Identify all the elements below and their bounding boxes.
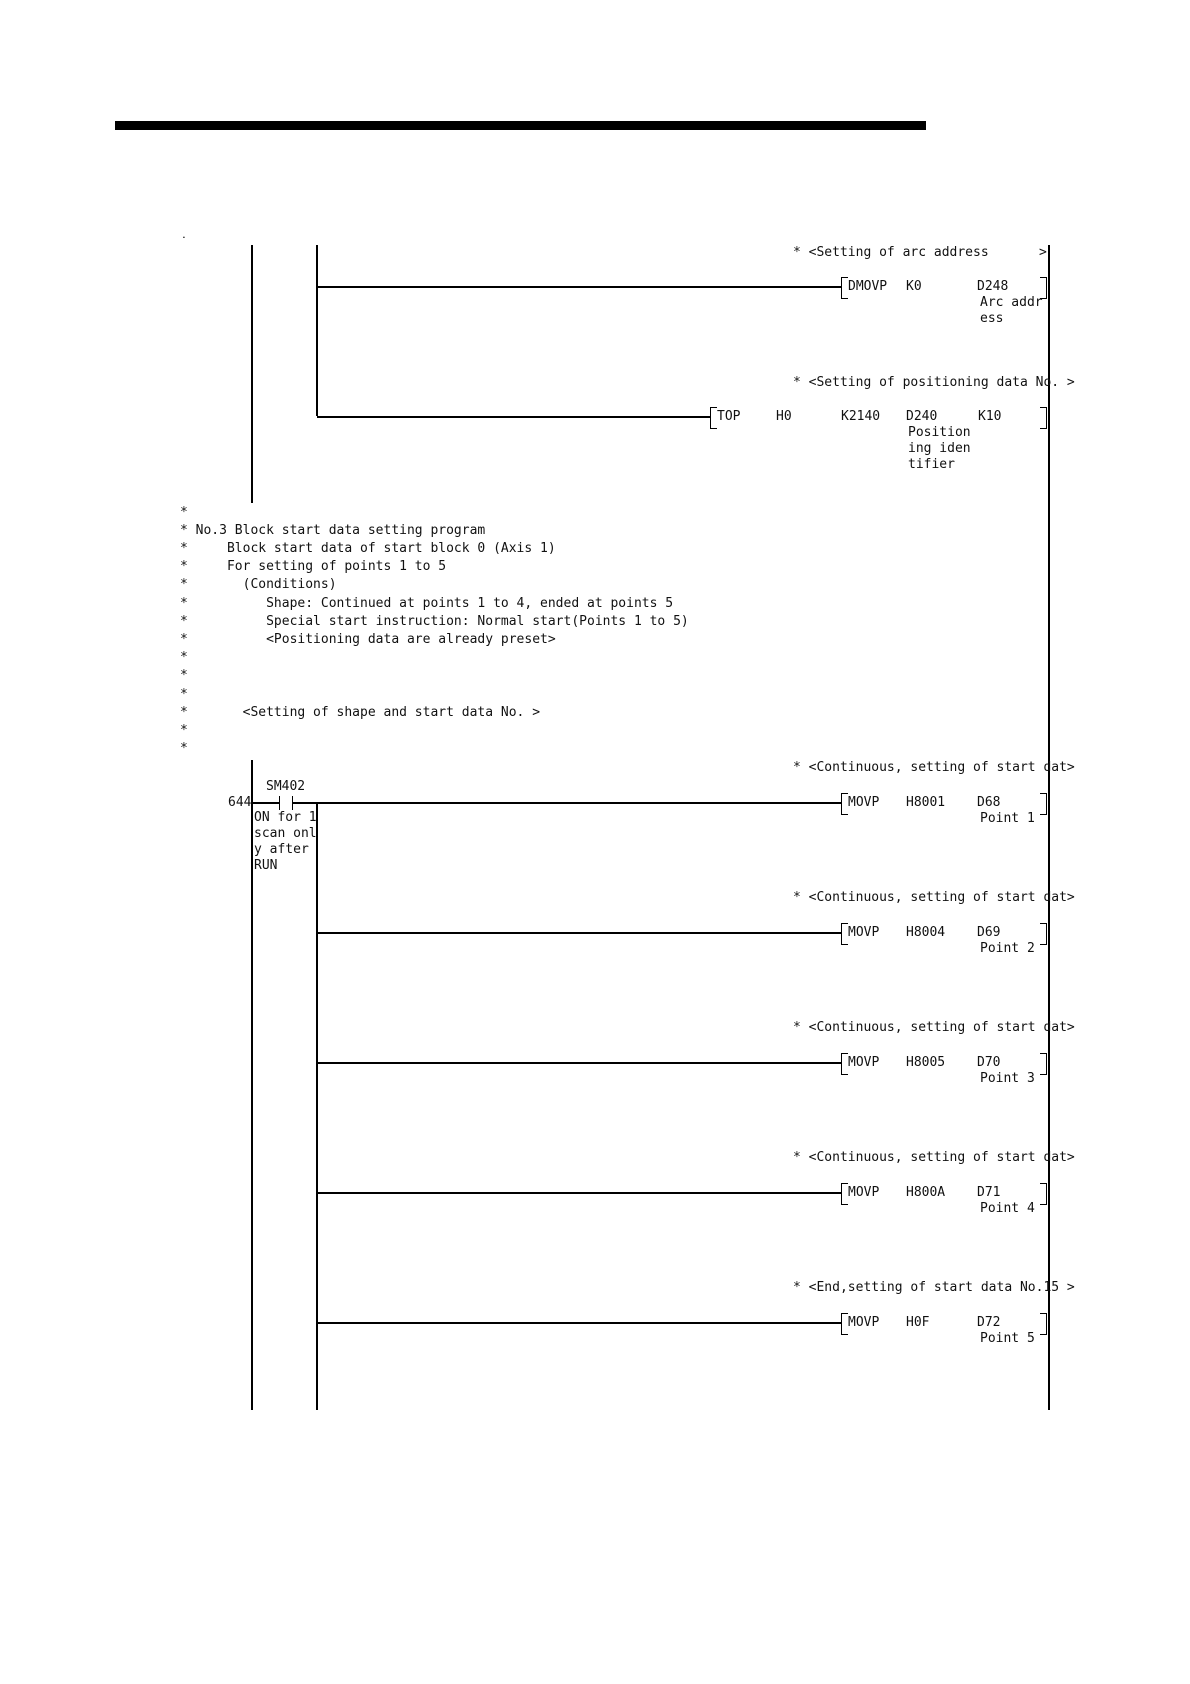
comment-line: * No.3 Block start data setting program <box>180 523 486 538</box>
rung-wire <box>317 1322 841 1324</box>
device-comment: ess <box>980 311 1004 326</box>
comment-line: * <box>180 505 188 520</box>
instruction-bracket-left <box>710 407 717 429</box>
instruction-mnemonic: MOVP <box>848 795 880 810</box>
rung-wire <box>317 802 841 804</box>
instruction-bracket-right <box>1040 407 1047 429</box>
branch-rail-lower <box>316 802 318 1410</box>
instruction-bracket-left <box>841 1053 848 1075</box>
contact-wire-left <box>252 802 279 804</box>
device-comment: Arc addr <box>980 295 1043 310</box>
comment-line: * <box>180 741 188 756</box>
step-number: 644 <box>228 795 252 810</box>
contact-comment: ON for 1 <box>254 810 317 825</box>
contact-comment: RUN <box>254 858 278 873</box>
device-comment: Point 2 <box>980 941 1035 956</box>
instruction-bracket-right <box>1040 1183 1047 1205</box>
left-power-rail-upper <box>251 245 253 503</box>
rung-comment-close: > <box>1039 245 1047 260</box>
comment-line: * <Positioning data are already preset> <box>180 632 556 647</box>
stray-mark: ˙ <box>180 236 188 251</box>
instruction-mnemonic: MOVP <box>848 1185 880 1200</box>
rung-wire <box>317 416 710 418</box>
right-power-rail <box>1048 245 1050 1410</box>
instruction-operand: H0 <box>776 409 792 424</box>
instruction-destination: D248 <box>977 279 1009 294</box>
instruction-operand: K10 <box>978 409 1002 424</box>
rung-wire <box>317 286 841 288</box>
instruction-source: H0F <box>906 1315 930 1330</box>
branch-rail-upper <box>316 245 318 416</box>
instruction-operand: K0 <box>906 279 922 294</box>
instruction-bracket-left <box>841 277 848 299</box>
comment-line: * <box>180 723 188 738</box>
contact-device: SM402 <box>266 779 306 794</box>
device-comment: Position <box>908 425 971 440</box>
instruction-bracket-right <box>1040 1053 1047 1075</box>
instruction-mnemonic: DMOVP <box>848 279 888 294</box>
rung-wire <box>317 1192 841 1194</box>
device-comment: Point 4 <box>980 1201 1035 1216</box>
instruction-mnemonic: MOVP <box>848 1055 880 1070</box>
instruction-destination: D71 <box>977 1185 1001 1200</box>
contact-comment: scan onl <box>254 826 317 841</box>
comment-line: * (Conditions) <box>180 577 337 592</box>
comment-line: * <box>180 687 188 702</box>
instruction-mnemonic: MOVP <box>848 1315 880 1330</box>
instruction-bracket-left <box>841 793 848 815</box>
rung-wire <box>317 1062 841 1064</box>
normally-open-contact <box>279 796 293 810</box>
instruction-operand: D240 <box>906 409 938 424</box>
device-comment: Point 1 <box>980 811 1035 826</box>
device-comment: Point 5 <box>980 1331 1035 1346</box>
instruction-destination: D69 <box>977 925 1001 940</box>
rung-comment: * <End,setting of start data No.15 > <box>793 1280 1075 1295</box>
instruction-bracket-left <box>841 923 848 945</box>
left-power-rail-lower <box>251 760 253 1410</box>
instruction-destination: D68 <box>977 795 1001 810</box>
instruction-bracket-right <box>1040 923 1047 945</box>
instruction-bracket-left <box>841 1183 848 1205</box>
header-rule <box>115 121 926 130</box>
instruction-bracket-right <box>1040 793 1047 815</box>
device-comment: tifier <box>908 457 955 472</box>
comment-line: * Special start instruction: Normal start(Points 1 to 5) <box>180 614 689 629</box>
instruction-mnemonic: TOP <box>717 409 741 424</box>
contact-wire-right <box>293 802 317 804</box>
instruction-operand: K2140 <box>841 409 881 424</box>
rung-wire <box>317 932 841 934</box>
instruction-source: H800A <box>906 1185 946 1200</box>
comment-line: * <box>180 650 188 665</box>
comment-line: * <Setting of shape and start data No. > <box>180 705 541 720</box>
instruction-mnemonic: MOVP <box>848 925 880 940</box>
instruction-bracket-right <box>1040 1313 1047 1335</box>
contact-comment: y after <box>254 842 309 857</box>
instruction-bracket-left <box>841 1313 848 1335</box>
instruction-source: H8001 <box>906 795 946 810</box>
instruction-destination: D70 <box>977 1055 1001 1070</box>
rung-comment: * <Continuous, setting of start dat> <box>793 890 1075 905</box>
rung-comment: * <Continuous, setting of start dat> <box>793 760 1075 775</box>
rung-comment: * <Continuous, setting of start dat> <box>793 1150 1075 1165</box>
comment-line: * For setting of points 1 to 5 <box>180 559 447 574</box>
instruction-destination: D72 <box>977 1315 1001 1330</box>
comment-line: * Shape: Continued at points 1 to 4, ended at points 5 <box>180 596 674 611</box>
device-comment: ing iden <box>908 441 971 456</box>
instruction-source: H8004 <box>906 925 946 940</box>
rung-comment: * <Continuous, setting of start dat> <box>793 1020 1075 1035</box>
rung-comment: * <Setting of arc address <box>793 245 989 260</box>
comment-line: * Block start data of start block 0 (Axis 1) <box>180 541 556 556</box>
device-comment: Point 3 <box>980 1071 1035 1086</box>
instruction-source: H8005 <box>906 1055 946 1070</box>
comment-line: * <box>180 668 188 683</box>
rung-comment: * <Setting of positioning data No. > <box>793 375 1075 390</box>
